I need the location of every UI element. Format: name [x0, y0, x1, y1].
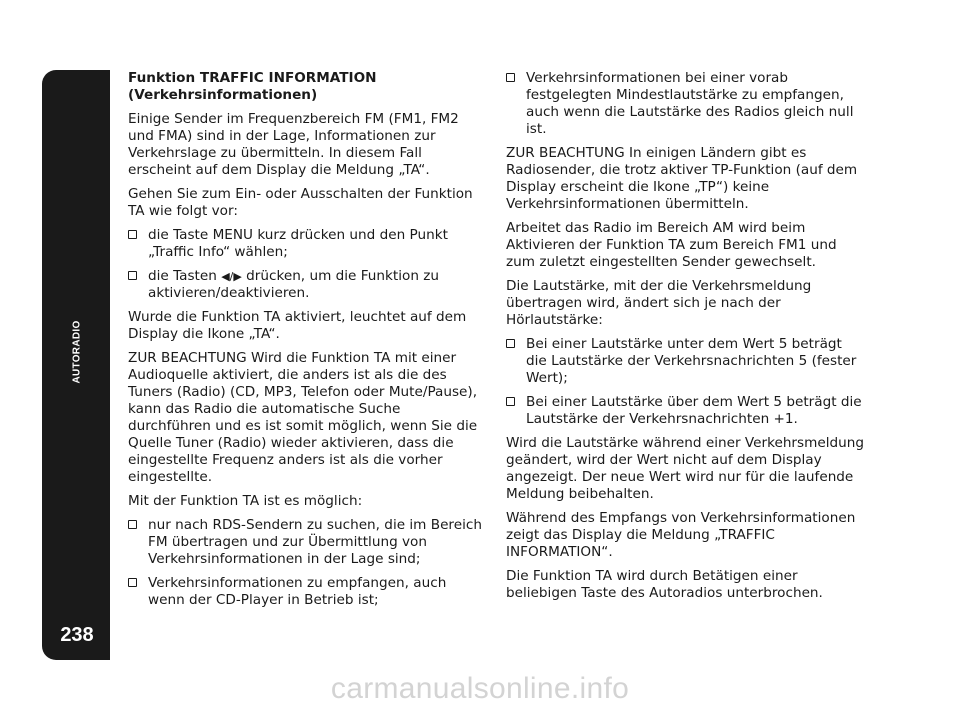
bullet-text: die Tasten — [148, 268, 222, 284]
section-label: AUTORADIO — [71, 320, 83, 384]
heading-bold: TRAFFIC INFORMATION — [199, 70, 377, 86]
left-column — [128, 70, 483, 616]
bullet-text: Bei einer Lautstärke unter dem Wert 5 beträgt die Lautstärke der Verkehrsnachrichten 5 (fester Wert); — [526, 336, 857, 386]
bullet-text: drücken, um die Funktion zu aktivieren/deaktivieren. — [148, 268, 440, 301]
paragraph: Mit der Funktion TA ist es möglich: — [128, 493, 363, 509]
bullet-item — [506, 336, 866, 387]
paragraph: ZUR BEACHTUNG In einigen Ländern gibt es Radiosender, die trotz aktiver TP-Funktion (auf dem Display erscheint die Ikone „TP“) keine Verkehrsinformationen übermitteln. — [506, 145, 858, 212]
heading-subtitle: (Verkehrsinformationen) — [128, 87, 318, 103]
paragraph: Wurde die Funktion TA aktiviert, leuchtet auf dem Display die Ikone „TA“. — [128, 309, 467, 342]
section-heading — [128, 70, 483, 104]
bullet-item — [128, 227, 483, 261]
left-right-arrows-icon: ◀/▶ — [221, 270, 242, 283]
checkbox-bullet-icon — [128, 271, 137, 280]
checkbox-bullet-icon — [506, 73, 515, 82]
bullet-text: Bei einer Lautstärke über dem Wert 5 beträgt die Lautstärke der Verkehrsnachrichten +1. — [526, 394, 862, 427]
bullet-item — [128, 575, 483, 609]
page-number: 238 — [60, 624, 94, 646]
paragraph: Gehen Sie zum Ein- oder Ausschalten der Funktion TA wie folgt vor: — [128, 186, 473, 219]
paragraph: Wird die Lautstärke während einer Verkehrsmeldung geändert, wird der Wert nicht auf dem Display angezeigt. Der neue Wert wird nur für die laufende Meldung beibehalten. — [506, 435, 864, 502]
paragraph: Während des Empfangs von Verkehrsinformationen zeigt das Display die Meldung „TRAFFIC INFORMATION“. — [506, 510, 856, 560]
bullet-item — [506, 394, 866, 428]
bullet-item — [506, 70, 866, 138]
checkbox-bullet-icon — [128, 578, 137, 587]
watermark: carmanualsonline.info — [330, 672, 630, 705]
paragraph: Arbeitet das Radio im Bereich AM wird beim Aktivieren der Funktion TA zum Bereich FM1 und zum zuletzt eingestellten Sender gewechselt. — [506, 220, 837, 270]
heading-prefix: Funktion — [128, 70, 200, 86]
paragraph: Die Lautstärke, mit der die Verkehrsmeldung übertragen wird, ändert sich je nach der Hörlautstärke: — [506, 278, 812, 328]
bullet-text: Verkehrsinformationen zu empfangen, auch wenn der CD-Player in Betrieb ist; — [148, 575, 447, 608]
checkbox-bullet-icon — [128, 520, 137, 529]
bullet-text: nur nach RDS-Sendern zu suchen, die im Bereich FM übertragen und zur Übermittlung von Verkehrsinformationen in der Lage sind; — [148, 517, 482, 567]
bullet-text: Verkehrsinformationen bei einer vorab festgelegten Mindestlautstärke zu empfangen, auch wenn die Lautstärke des Radios gleich null ist. — [526, 70, 854, 137]
right-column — [506, 70, 866, 609]
checkbox-bullet-icon — [128, 230, 137, 239]
paragraph: Die Funktion TA wird durch Betätigen einer beliebigen Taste des Autoradios unterbrochen. — [506, 568, 823, 601]
paragraph: Einige Sender im Frequenzbereich FM (FM1, FM2 und FMA) sind in der Lage, Informationen zur Verkehrslage zu übermitteln. In diesem Fall erscheint auf dem Display die Meldung „TA“. — [128, 111, 459, 178]
bullet-item — [128, 268, 483, 302]
checkbox-bullet-icon — [506, 339, 515, 348]
checkbox-bullet-icon — [506, 397, 515, 406]
paragraph: ZUR BEACHTUNG Wird die Funktion TA mit einer Audioquelle aktiviert, die anders ist als die des Tuners (Radio) (CD, MP3, Telefon oder Mute/Pause), kann das Radio die automatische Suche durchführen und es ist somit möglich, wenn Sie die Quelle Tuner (Radio) wieder aktivieren, dass die eingestellte Frequenz anders ist als die vorher eingestellte. — [128, 350, 478, 485]
bullet-text: die Taste MENU kurz drücken und den Punkt „Traffic Info“ wählen; — [148, 227, 448, 260]
bullet-item — [128, 517, 483, 568]
